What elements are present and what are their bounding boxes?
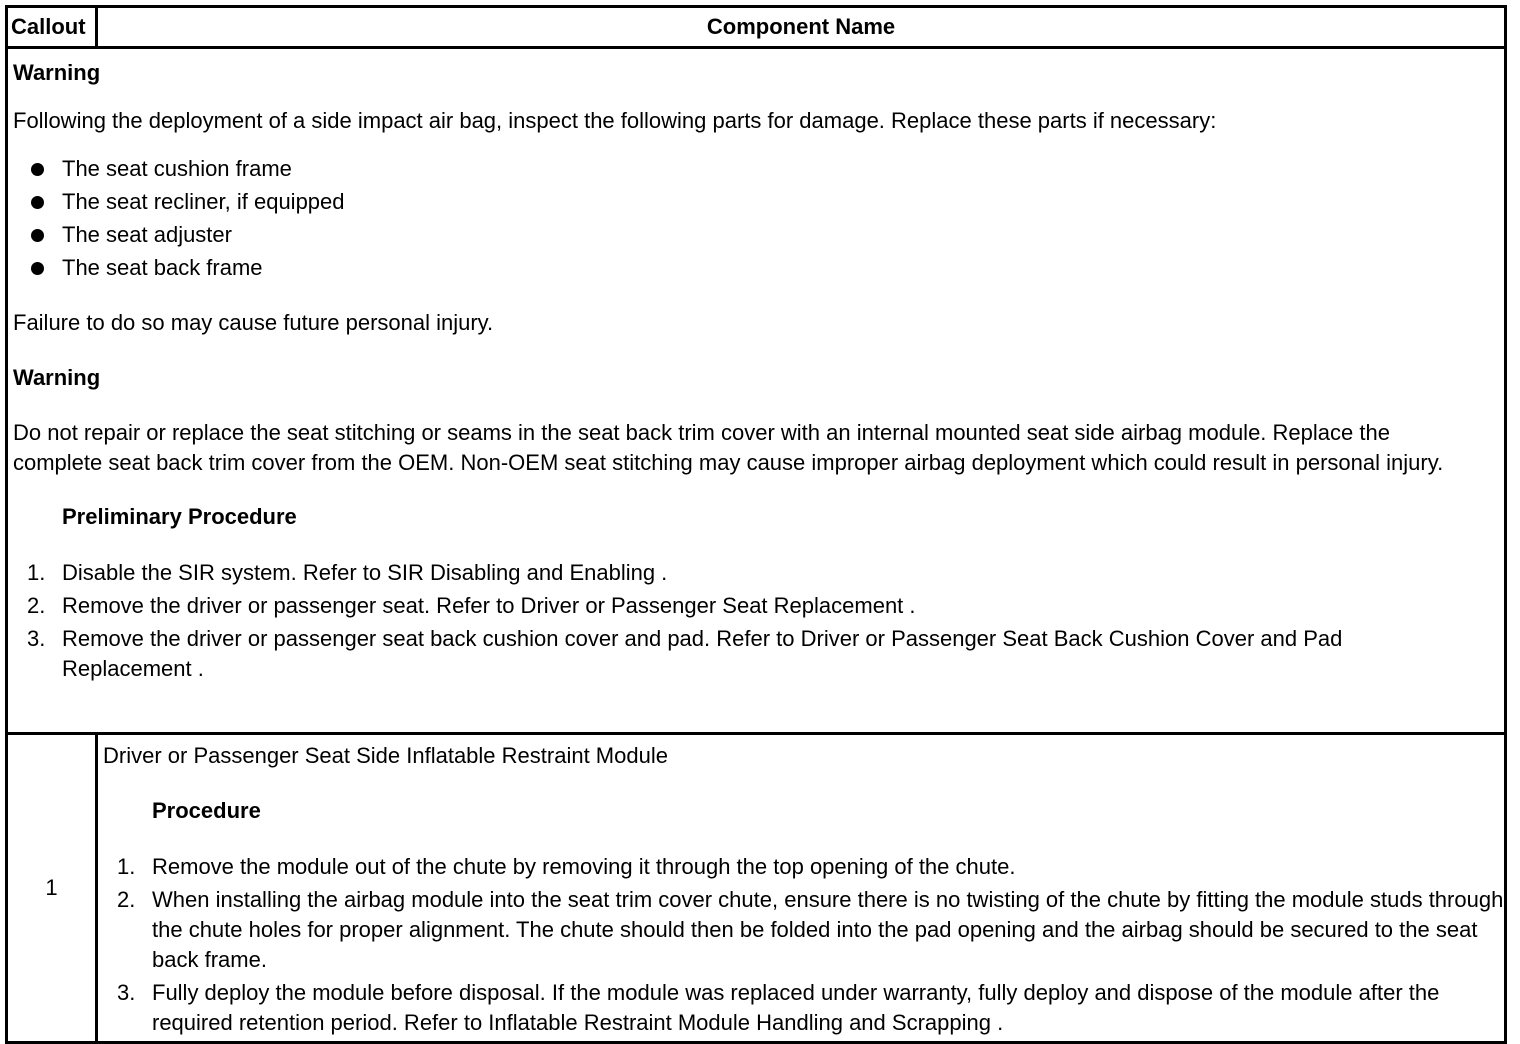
- warning-footer: Failure to do so may cause future personal injury.: [13, 310, 494, 335]
- list-item: The seat cushion frame: [13, 154, 1504, 187]
- list-item: The seat adjuster: [13, 220, 1504, 253]
- general-info-cell: [7, 48, 1506, 734]
- list-item: The seat back frame: [13, 253, 1504, 286]
- warning-intro: Following the deployment of a side impact air bag, inspect the following parts for damage. Replace these parts if necessary:: [13, 108, 1217, 133]
- component-cell: [97, 734, 1506, 1043]
- component-name-header: Component Name: [97, 7, 1506, 48]
- bullet-icon: [31, 163, 44, 176]
- bullet-icon: [31, 196, 44, 209]
- callout-header: Callout: [7, 7, 97, 48]
- callout-number: 1: [7, 734, 97, 1043]
- step-item: 1. Remove the module out of the chute by removing it through the top opening of the chute.: [117, 854, 1016, 879]
- preliminary-steps: [13, 558, 1504, 684]
- step-item: 2. When installing the airbag module into the seat trim cover chute, ensure there is no twisting of the chute by fitting the module studs through the chute holes for proper alignment. The chute should then be folded into the pad opening and the airbag should be secured to the seat back frame.: [117, 887, 1504, 972]
- step-item: 1. Disable the SIR system. Refer to SIR Disabling and Enabling .: [27, 560, 668, 585]
- step-item: 3. Fully deploy the module before disposal. If the module was replaced under warranty, fully deploy and dispose of the module after the required retention period. Refer to Inflatable Restraint Module Handling and Scrapping .: [117, 980, 1440, 1035]
- bullet-icon: [31, 229, 44, 242]
- procedure-title: Procedure: [152, 798, 261, 823]
- warning-title-1: Warning: [13, 60, 101, 85]
- table-row: [7, 734, 1506, 1043]
- bullet-icon: [31, 262, 44, 275]
- procedure-steps: [103, 852, 1504, 1038]
- warning-text-2: Do not repair or replace the seat stitching or seams in the seat back trim cover with an internal mounted seat side airbag module. Replace the complete seat back trim cover from the OEM. Non-OEM seat stitching may cause improper airbag deployment which could result in personal injury.: [13, 420, 1444, 475]
- component-name: Driver or Passenger Seat Side Inflatable Restraint Module: [103, 743, 668, 768]
- header-row: [7, 7, 1506, 48]
- step-item: 3. Remove the driver or passenger seat back cushion cover and pad. Refer to Driver or Passenger Seat Back Cushion Cover and Pad Replacement .: [27, 626, 1343, 681]
- inspection-list: [13, 154, 1504, 286]
- list-item: The seat recliner, if equipped: [13, 187, 1504, 220]
- preliminary-procedure-title: Preliminary Procedure: [62, 504, 297, 529]
- component-table: [5, 5, 1507, 1044]
- warning-title-2: Warning: [13, 365, 101, 390]
- step-item: 2. Remove the driver or passenger seat. Refer to Driver or Passenger Seat Replacement .: [27, 593, 916, 618]
- general-info-row: [7, 48, 1506, 734]
